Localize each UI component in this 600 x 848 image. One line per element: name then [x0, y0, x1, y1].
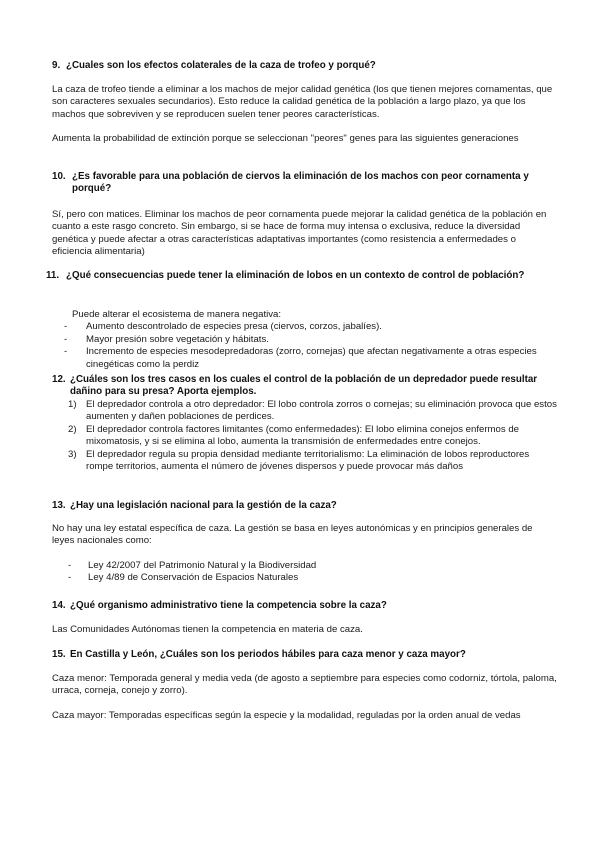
question-13-heading [52, 500, 552, 512]
list-item-text: Ley 42/2007 del Patrimonio Natural y la Biodiversidad [88, 559, 317, 571]
list-item [68, 560, 554, 572]
item-number: 3) [68, 448, 77, 460]
item-text: El depredador regula su propia densidad mediante territorialismo: La eliminación de lobos reproductores rompe territorios, aumenta el número de jóvenes dispersos y puede provocar más daños [86, 448, 530, 473]
paragraph: Caza mayor: Temporadas específicas según la especie y la modalidad, reguladas por la orden anual de vedas [52, 709, 521, 721]
bullet-marker: - [64, 333, 68, 345]
paragraph: La caza de trofeo tiende a eliminar a los machos de mejor calidad genética (los que tienen mejores cornamentas, que son caracteres sexuales secundarios). Esto reduce la calidad genética de la población a largo plazo, ya que los machos que sobreviven y se reproducen suelen tener peores características. [52, 84, 553, 120]
question-number: 13. [52, 500, 66, 511]
list-item-text: Aumento descontrolado de especies presa (ciervos, corzos, jabalíes). [86, 321, 382, 333]
item-number: 1) [68, 399, 77, 410]
paragraph: Aumenta la probabilidad de extinción porque se seleccionan "peores" genes para las siguientes generaciones [52, 133, 519, 145]
question-14-heading [52, 600, 552, 612]
question-15-heading [52, 649, 552, 661]
paragraph: Puede alterar el ecosistema de manera negativa: [72, 309, 282, 320]
paragraph: No hay una ley estatal específica de caza. La gestión se basa en leyes autonómicas y en principios generales de leyes nacionales como: [52, 523, 533, 547]
question-9-heading [52, 60, 552, 72]
question-number: 9. [52, 60, 61, 71]
question-text: ¿Es favorable para una población de ciervos la eliminación de los machos con peor cornamenta y porqué? [72, 171, 529, 195]
list-item [68, 572, 554, 584]
answer-15 [52, 673, 557, 722]
question-text: ¿Cuáles son los tres casos en los cuales el control de la población de un depredador puede resultar dañino para su presa? Aporta ejemplos. [70, 374, 538, 398]
list-item [64, 334, 558, 346]
answer-11 [64, 309, 558, 371]
question-number: 11. [46, 270, 60, 281]
item-text: El depredador controla a otro depredador: El lobo controla zorros o cornejas; su eliminación provoca que estos aumenten y dañen poblaciones de perdices. [86, 399, 557, 423]
list-item-text: Mayor presión sobre vegetación y hábitats. [86, 333, 269, 345]
bullet-marker: - [64, 346, 68, 358]
numbered-item [68, 449, 558, 474]
paragraph: Caza menor: Temporada general y media veda (de agosto a septiembre para especies como codorniz, tórtola, paloma, urraca, corneja, conejo y zorro). [52, 673, 557, 697]
list-item-text: Incremento de especies mesodepredadoras (zorro, cornejas) que afectan negativamente a otras especies cinegéticas como la perdiz [86, 346, 537, 370]
bullet-marker: - [68, 559, 72, 571]
question-number: 14. [52, 600, 66, 611]
paragraph: Las Comunidades Autónomas tienen la competencia en materia de caza. [52, 624, 363, 635]
answer-9 [52, 84, 557, 146]
question-number: 15. [52, 649, 66, 660]
question-text: ¿Qué organismo administrativo tiene la competencia sobre la caza? [70, 600, 387, 611]
paragraph: Sí, pero con matices. Eliminar los machos de peor cornamenta puede mejorar la calidad genética de la población en cuanto a este rasgo concreto. Sin embargo, si se hace de forma muy intensa o exclusiva, reduce la diversidad genética y puede afectar a otras características adaptativas importantes (como resistencia a enfermedades o eficiencia alimentaria) [52, 209, 547, 258]
list-item [64, 346, 558, 371]
question-12-heading [52, 374, 547, 399]
question-11-heading [46, 270, 551, 282]
question-text: En Castilla y León, ¿Cuáles son los periodos hábiles para caza menor y caza mayor? [70, 649, 466, 660]
answer-14 [52, 624, 552, 636]
answer-13 [52, 523, 554, 585]
answer-12 [68, 399, 558, 473]
list-item [64, 321, 558, 333]
bullet-marker: - [68, 572, 72, 584]
question-text: ¿Qué consecuencias puede tener la eliminación de lobos en un contexto de control de población? [66, 270, 525, 281]
question-text: ¿Hay una legislación nacional para la gestión de la caza? [70, 500, 337, 511]
answer-10 [52, 209, 552, 259]
question-number: 12. [52, 374, 66, 385]
question-text: ¿Cuales son los efectos colaterales de la caza de trofeo y porqué? [66, 60, 376, 71]
question-number: 10. [52, 171, 66, 182]
item-number: 2) [68, 423, 77, 435]
item-text: El depredador controla factores limitantes (como enfermedades): El lobo elimina conejos enfermos de mixomatosis, y si se elimina al lobo, aumenta la transmisión de enfermedades entre conejos. [86, 423, 520, 448]
list-item-text: Ley 4/89 de Conservación de Espacios Naturales [88, 572, 299, 584]
question-10-heading [52, 171, 547, 196]
bullet-marker: - [64, 321, 68, 333]
numbered-item [68, 424, 558, 449]
numbered-item [68, 399, 558, 424]
